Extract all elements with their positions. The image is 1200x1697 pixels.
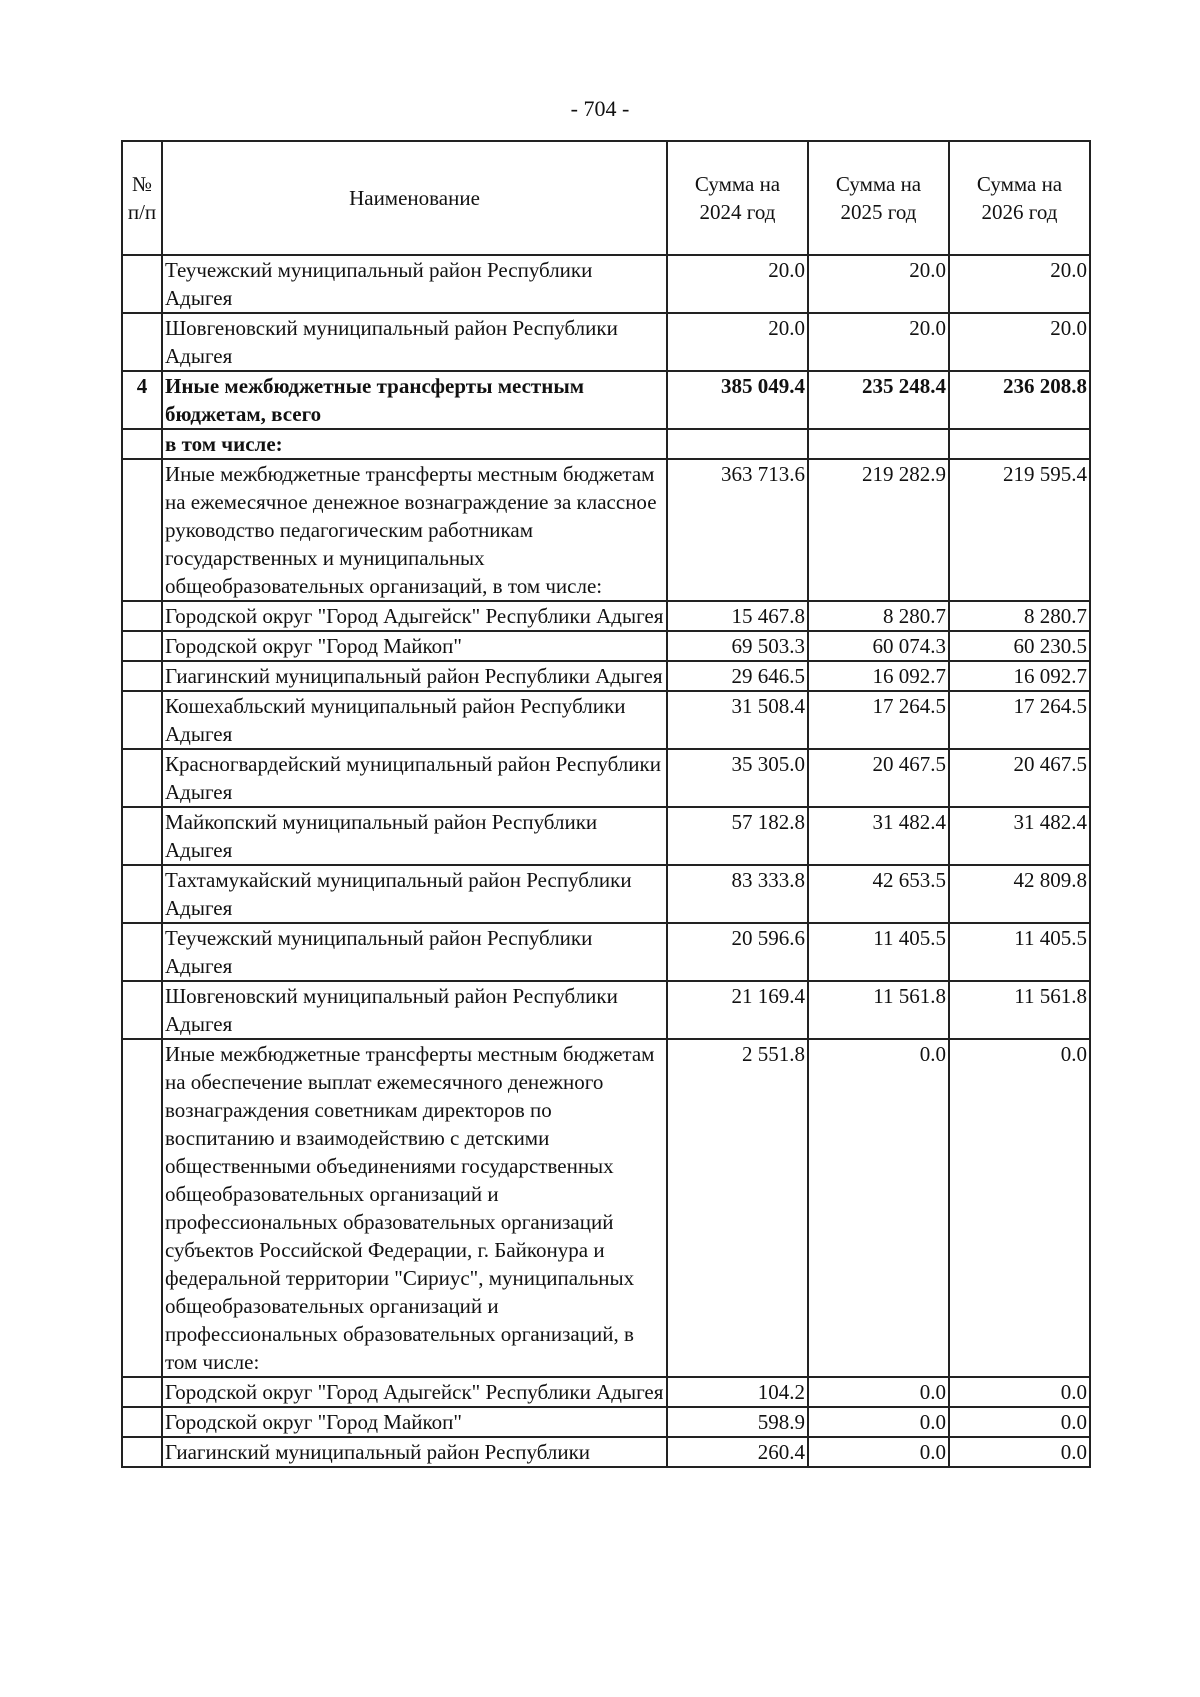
row-name: Иные межбюджетные трансферты местным бюджетам на ежемесячное денежное вознаграждение за классное руководство педагогическим работникам государственных и муниципальных общеобразовательных организаций, в том числе: bbox=[162, 459, 667, 601]
value-2026: 8 280.7 bbox=[949, 601, 1090, 631]
row-name: Майкопский муниципальный район Республики Адыгея bbox=[162, 807, 667, 865]
table-header-row bbox=[122, 141, 1090, 255]
value-2025: 0.0 bbox=[808, 1437, 949, 1467]
value-2025: 16 092.7 bbox=[808, 661, 949, 691]
table-row bbox=[122, 691, 1090, 749]
table-row bbox=[122, 749, 1090, 807]
value-2024: 21 169.4 bbox=[667, 981, 808, 1039]
value-2024: 57 182.8 bbox=[667, 807, 808, 865]
table-row bbox=[122, 1407, 1090, 1437]
value-2024: 83 333.8 bbox=[667, 865, 808, 923]
row-number bbox=[122, 429, 162, 459]
row-number bbox=[122, 459, 162, 601]
value-2026: 60 230.5 bbox=[949, 631, 1090, 661]
row-number bbox=[122, 981, 162, 1039]
value-2025: 11 405.5 bbox=[808, 923, 949, 981]
table-row bbox=[122, 1437, 1090, 1467]
value-2024: 35 305.0 bbox=[667, 749, 808, 807]
value-2026: 20.0 bbox=[949, 313, 1090, 371]
table-row bbox=[122, 313, 1090, 371]
value-2025: 0.0 bbox=[808, 1377, 949, 1407]
row-name: Теучежский муниципальный район Республики Адыгея bbox=[162, 255, 667, 313]
value-2024: 31 508.4 bbox=[667, 691, 808, 749]
row-number bbox=[122, 601, 162, 631]
value-2025: 0.0 bbox=[808, 1407, 949, 1437]
value-2025: 235 248.4 bbox=[808, 371, 949, 429]
row-name: Шовгеновский муниципальный район Республики Адыгея bbox=[162, 981, 667, 1039]
value-2026: 236 208.8 bbox=[949, 371, 1090, 429]
value-2026: 0.0 bbox=[949, 1437, 1090, 1467]
value-2026: 42 809.8 bbox=[949, 865, 1090, 923]
value-2024: 69 503.3 bbox=[667, 631, 808, 661]
row-number bbox=[122, 255, 162, 313]
value-2024: 20.0 bbox=[667, 313, 808, 371]
row-name: Городской округ "Город Майкоп" bbox=[162, 1407, 667, 1437]
header-2025: Сумма на 2025 год bbox=[808, 141, 949, 255]
row-number bbox=[122, 865, 162, 923]
row-number bbox=[122, 631, 162, 661]
value-2024: 385 049.4 bbox=[667, 371, 808, 429]
value-2026: 20 467.5 bbox=[949, 749, 1090, 807]
table-row bbox=[122, 1377, 1090, 1407]
value-2024: 29 646.5 bbox=[667, 661, 808, 691]
value-2025 bbox=[808, 429, 949, 459]
budget-table bbox=[121, 140, 1091, 1468]
value-2026: 17 264.5 bbox=[949, 691, 1090, 749]
value-2026: 11 405.5 bbox=[949, 923, 1090, 981]
row-number bbox=[122, 807, 162, 865]
value-2025: 60 074.3 bbox=[808, 631, 949, 661]
value-2024 bbox=[667, 429, 808, 459]
row-number: 4 bbox=[122, 371, 162, 429]
value-2025: 8 280.7 bbox=[808, 601, 949, 631]
row-name: в том числе: bbox=[162, 429, 667, 459]
row-name: Гиагинский муниципальный район Республики bbox=[162, 1437, 667, 1467]
row-number bbox=[122, 1437, 162, 1467]
value-2024: 598.9 bbox=[667, 1407, 808, 1437]
table-row bbox=[122, 631, 1090, 661]
table-row-subheading bbox=[122, 429, 1090, 459]
value-2025: 31 482.4 bbox=[808, 807, 949, 865]
row-name: Красногвардейский муниципальный район Республики Адыгея bbox=[162, 749, 667, 807]
header-2024: Сумма на 2024 год bbox=[667, 141, 808, 255]
row-name: Теучежский муниципальный район Республики Адыгея bbox=[162, 923, 667, 981]
value-2024: 104.2 bbox=[667, 1377, 808, 1407]
table-row bbox=[122, 661, 1090, 691]
value-2026: 16 092.7 bbox=[949, 661, 1090, 691]
value-2025: 17 264.5 bbox=[808, 691, 949, 749]
value-2024: 260.4 bbox=[667, 1437, 808, 1467]
header-name: Наименование bbox=[162, 141, 667, 255]
table-row bbox=[122, 459, 1090, 601]
row-number bbox=[122, 923, 162, 981]
value-2026: 11 561.8 bbox=[949, 981, 1090, 1039]
table-row bbox=[122, 807, 1090, 865]
value-2024: 20.0 bbox=[667, 255, 808, 313]
row-name: Городской округ "Город Майкоп" bbox=[162, 631, 667, 661]
value-2025: 219 282.9 bbox=[808, 459, 949, 601]
header-num: № п/п bbox=[122, 141, 162, 255]
row-number bbox=[122, 1407, 162, 1437]
row-name: Городской округ "Город Адыгейск" Республики Адыгея bbox=[162, 1377, 667, 1407]
table-row bbox=[122, 255, 1090, 313]
row-name: Иные межбюджетные трансферты местным бюджетам, всего bbox=[162, 371, 667, 429]
row-name: Гиагинский муниципальный район Республики Адыгея bbox=[162, 661, 667, 691]
page-number: - 704 - bbox=[570, 96, 630, 121]
value-2025: 11 561.8 bbox=[808, 981, 949, 1039]
row-number bbox=[122, 1377, 162, 1407]
value-2025: 42 653.5 bbox=[808, 865, 949, 923]
row-name: Тахтамукайский муниципальный район Республики Адыгея bbox=[162, 865, 667, 923]
value-2026: 0.0 bbox=[949, 1039, 1090, 1377]
row-number bbox=[122, 1039, 162, 1377]
value-2025: 20.0 bbox=[808, 255, 949, 313]
value-2024: 2 551.8 bbox=[667, 1039, 808, 1377]
row-name: Кошехабльский муниципальный район Республики Адыгея bbox=[162, 691, 667, 749]
table-row bbox=[122, 1039, 1090, 1377]
value-2025: 0.0 bbox=[808, 1039, 949, 1377]
value-2024: 363 713.6 bbox=[667, 459, 808, 601]
value-2024: 15 467.8 bbox=[667, 601, 808, 631]
value-2024: 20 596.6 bbox=[667, 923, 808, 981]
table-row bbox=[122, 923, 1090, 981]
row-number bbox=[122, 661, 162, 691]
value-2025: 20 467.5 bbox=[808, 749, 949, 807]
value-2026: 20.0 bbox=[949, 255, 1090, 313]
row-name: Иные межбюджетные трансферты местным бюджетам на обеспечение выплат ежемесячного денежного вознаграждения советникам директоров по воспитанию и взаимодействию с детскими общественными объединениями государственных общеобразовательных организаций и профессиональных образовательных организаций субъектов Российской Федерации, г. Байконура и федеральной территории "Сириус", муниципальных общеобразовательных организаций и профессиональных образовательных организаций, в том числе: bbox=[162, 1039, 667, 1377]
table-row-total bbox=[122, 371, 1090, 429]
header-2026: Сумма на 2026 год bbox=[949, 141, 1090, 255]
row-name: Городской округ "Город Адыгейск" Республики Адыгея bbox=[162, 601, 667, 631]
row-number bbox=[122, 313, 162, 371]
value-2025: 20.0 bbox=[808, 313, 949, 371]
table-row bbox=[122, 865, 1090, 923]
value-2026 bbox=[949, 429, 1090, 459]
value-2026: 31 482.4 bbox=[949, 807, 1090, 865]
value-2026: 219 595.4 bbox=[949, 459, 1090, 601]
row-number bbox=[122, 749, 162, 807]
row-number bbox=[122, 691, 162, 749]
table-row bbox=[122, 601, 1090, 631]
value-2026: 0.0 bbox=[949, 1377, 1090, 1407]
table-row bbox=[122, 981, 1090, 1039]
value-2026: 0.0 bbox=[949, 1407, 1090, 1437]
row-name: Шовгеновский муниципальный район Республики Адыгея bbox=[162, 313, 667, 371]
